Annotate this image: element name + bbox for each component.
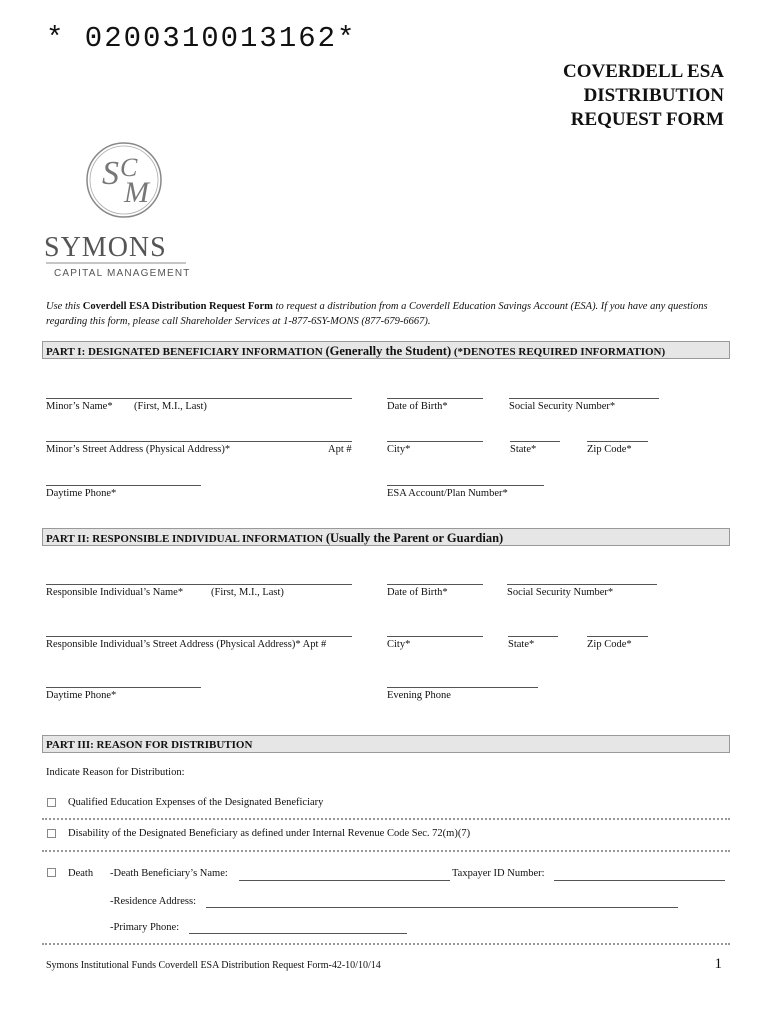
death-beneficiary-name-field[interactable] [239, 880, 450, 881]
disability-checkbox[interactable] [47, 829, 56, 838]
minor-apt-label: Apt # [328, 444, 352, 455]
minor-street-label: Minor’s Street Address (Physical Address)* [46, 444, 231, 455]
svg-text:C: C [120, 153, 138, 182]
ri-phone-label: Daytime Phone* [46, 690, 117, 701]
minor-phone-field[interactable] [46, 485, 201, 486]
intro-paragraph [46, 299, 736, 329]
death-label: Death [68, 868, 94, 879]
intro-text-post: to request a distribution from a Coverdell Education Savings Account (ESA). If you have any questions regarding this form, please call Shareholder Services at 1-877-6SY-MONS (877-679-6667). [46, 301, 708, 327]
ri-ssn-label: Social Security Number* [507, 587, 614, 598]
svg-text:S: S [102, 155, 119, 192]
ri-evening-phone-label: Evening Phone [387, 690, 451, 701]
primary-phone-field[interactable] [189, 933, 407, 934]
part1-heading-text: PART I: DESIGNATED BENEFICIARY INFORMATION [46, 346, 323, 358]
ri-zip-label: Zip Code* [587, 639, 632, 650]
part2-heading-text: PART II: RESPONSIBLE INDIVIDUAL INFORMATION [46, 533, 324, 545]
minor-state-field[interactable] [510, 441, 560, 442]
residence-address-field[interactable] [206, 907, 678, 908]
ri-state-label: State* [508, 639, 535, 650]
primary-phone-label: -Primary Phone: [110, 922, 180, 933]
divider [42, 943, 730, 945]
minor-state-label: State* [510, 444, 537, 455]
ri-name-field[interactable] [46, 584, 352, 585]
qualified-expenses-checkbox[interactable] [47, 798, 56, 807]
svg-text:M: M [124, 176, 149, 209]
minor-zip-field[interactable] [587, 441, 648, 442]
part2-heading-subtitle: (Usually the Parent or Guardian) [325, 531, 504, 545]
part1-heading [42, 341, 730, 359]
minor-street-field[interactable] [46, 441, 352, 442]
ri-phone-field[interactable] [46, 687, 201, 688]
ri-city-label: City* [387, 639, 411, 650]
part1-heading-note: (*DENOTES REQUIRED INFORMATION) [453, 346, 666, 358]
minor-name-hint: (First, M.I., Last) [134, 401, 207, 412]
taxpayer-id-label: Taxpayer ID Number: [452, 868, 545, 879]
minor-dob-field[interactable] [387, 398, 483, 399]
ri-state-field[interactable] [508, 636, 558, 637]
ri-street-field[interactable] [46, 636, 352, 637]
minor-name-field[interactable] [46, 398, 352, 399]
indicate-reason-label: Indicate Reason for Distribution: [46, 767, 185, 778]
minor-city-label: City* [387, 444, 411, 455]
ri-street-label: Responsible Individual’s Street Address (Physical Address)* Apt # [46, 639, 327, 650]
minor-ssn-field[interactable] [509, 398, 659, 399]
svg-text:SYMONS: SYMONS [44, 232, 167, 263]
footer-text: Symons Institutional Funds Coverdell ESA Distribution Request Form-42-10/10/14 [46, 960, 381, 971]
ri-evening-phone-field[interactable] [387, 687, 538, 688]
title-line-2: DISTRIBUTION [583, 85, 724, 106]
minor-phone-label: Daytime Phone* [46, 488, 117, 499]
death-beneficiary-name-label: -Death Beneficiary’s Name: [110, 868, 228, 879]
ri-name-hint: (First, M.I., Last) [211, 587, 284, 598]
residence-address-label: -Residence Address: [110, 896, 197, 907]
death-checkbox[interactable] [47, 868, 56, 877]
divider [42, 850, 730, 852]
esa-account-label: ESA Account/Plan Number* [387, 488, 508, 499]
svg-text:CAPITAL MANAGEMENT: CAPITAL MANAGEMENT [54, 268, 191, 279]
ri-dob-field[interactable] [387, 584, 483, 585]
ri-dob-label: Date of Birth* [387, 587, 448, 598]
title-line-3: REQUEST FORM [570, 109, 724, 130]
minor-ssn-label: Social Security Number* [509, 401, 616, 412]
part1-heading-subtitle: (Generally the Student) [325, 344, 452, 358]
esa-account-field[interactable] [387, 485, 544, 486]
form-title [424, 60, 724, 132]
part3-heading-text: PART III: REASON FOR DISTRIBUTION [46, 739, 253, 751]
ri-city-field[interactable] [387, 636, 483, 637]
minor-name-label: Minor’s Name* [46, 401, 113, 412]
part3-heading [42, 735, 730, 753]
part2-heading [42, 528, 730, 546]
intro-text-bold: Coverdell ESA Distribution Request Form [82, 301, 273, 312]
minor-dob-label: Date of Birth* [387, 401, 448, 412]
disability-label: Disability of the Designated Beneficiary as defined under Internal Revenue Code Sec. 72(m)(7) [68, 828, 471, 839]
qualified-expenses-label: Qualified Education Expenses of the Designated Beneficiary [68, 797, 324, 808]
minor-zip-label: Zip Code* [587, 444, 632, 455]
barcode-text: * 0200310013162* [46, 22, 357, 55]
intro-text-pre: Use this [46, 301, 83, 312]
logo-mark-icon [40, 136, 200, 281]
title-line-1: COVERDELL ESA [562, 61, 724, 82]
taxpayer-id-field[interactable] [554, 880, 725, 881]
ri-ssn-field[interactable] [507, 584, 657, 585]
ri-zip-field[interactable] [587, 636, 648, 637]
page-number: 1 [714, 956, 722, 972]
company-logo [40, 136, 200, 281]
minor-city-field[interactable] [387, 441, 483, 442]
ri-name-label: Responsible Individual’s Name* [46, 587, 184, 598]
divider [42, 818, 730, 820]
